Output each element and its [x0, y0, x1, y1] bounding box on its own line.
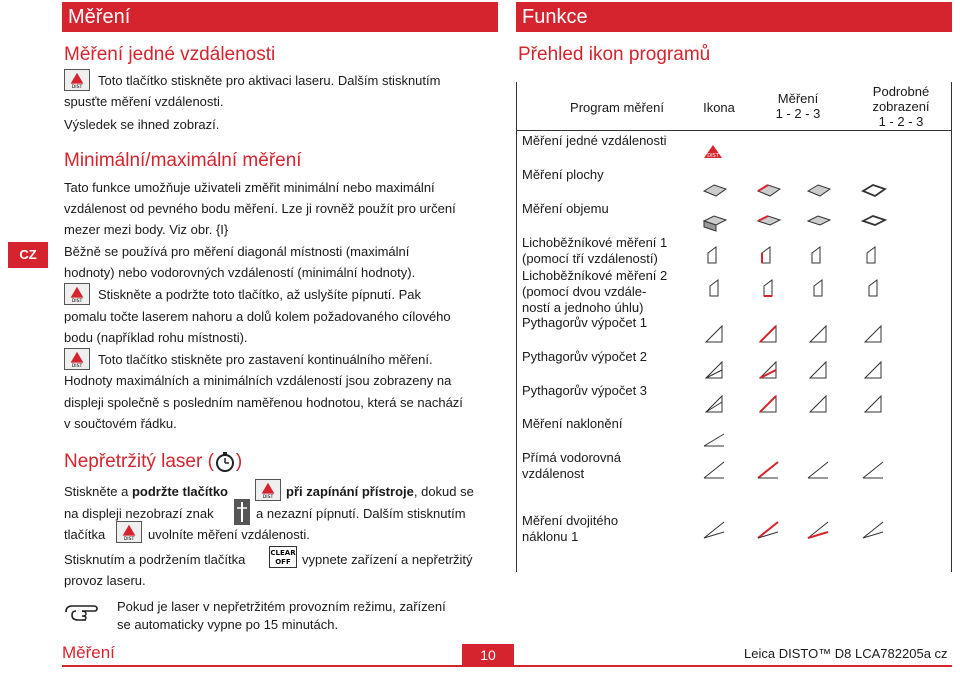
minmax-p1-l1: Tato funkce umožňuje uživateli změřit minimální nebo maximální [64, 180, 435, 195]
page-number: 10 [462, 644, 514, 666]
area-icon [806, 181, 832, 206]
single-line2: spusťte měření vzdálenosti. [64, 94, 224, 109]
section-title-single: Měření jedné vzdálenosti [64, 44, 276, 65]
pythagoras-icon [756, 360, 782, 385]
minmax-p3-l2: pomalu točte laserem nahoru a dolů kolem požadovaného cílového [64, 309, 451, 324]
svg-text:DIST: DIST [71, 364, 83, 369]
left-header-title: Měření [68, 6, 131, 28]
single-line3: Výsledek se ihned zobrazí. [64, 117, 220, 132]
c-l2-b: a nezazní pípnutí. Dalším stisknutím [256, 506, 466, 521]
c-l4-b: vypnete zařízení a nepřetržitý [302, 552, 473, 567]
note-line1: Pokud je laser v nepřetržitém provozním režimu, zařízení [117, 599, 446, 614]
trapezoid-angle-icon [756, 278, 782, 303]
tilt-icon [702, 428, 728, 453]
c-l1-b: podržte tlačítko [131, 484, 229, 499]
svg-text:DIST: DIST [262, 495, 274, 500]
table-row-label: Měření dvojitého náklonu 1 [522, 513, 619, 544]
horizontal-distance-icon [702, 460, 728, 485]
pointing-hand-icon [64, 598, 100, 629]
svg-text:DIST: DIST [71, 299, 83, 304]
horizontal-distance-icon [756, 460, 782, 485]
single-line1: Toto tlačítko stiskněte pro aktivaci laseru. Dalším stisknutím [98, 73, 441, 88]
minmax-p5-l1: Hodnoty maximálních a minimálních vzdáleností jsou zobrazeny na [64, 373, 452, 388]
table-row-label: Pythagorův výpočet 1 [522, 315, 648, 330]
c-l3-b: uvolníte měření vzdálenosti. [148, 527, 310, 542]
area-icon [756, 181, 782, 206]
dist-button-icon [64, 283, 90, 305]
note-line2: se automaticky vypne po 15 minutách. [117, 617, 339, 632]
horizontal-distance-icon [806, 460, 832, 485]
pythagoras-icon [756, 394, 782, 419]
right-header-title: Funkce [522, 6, 588, 28]
double-tilt-icon [702, 520, 728, 545]
minmax-p3-l3: bodu (například rohu místnosti). [64, 330, 248, 345]
c-l3-a: tlačítka [64, 527, 106, 542]
double-tilt-icon [861, 520, 887, 545]
c-l1-a: Stiskněte a [64, 484, 132, 499]
pythagoras-icon [756, 324, 782, 349]
c-l1-d: , dokud se [413, 484, 474, 499]
table-row-label: Měření naklonění [522, 416, 623, 431]
pythagoras-icon [861, 360, 887, 385]
table-row-label: Měření objemu [522, 201, 609, 216]
pythagoras-icon [702, 360, 728, 385]
pythagoras-icon [861, 394, 887, 419]
footer-left: Měření [62, 643, 115, 662]
double-tilt-icon [756, 520, 782, 545]
double-tilt-icon [806, 520, 832, 545]
dist-button-icon [64, 348, 90, 370]
minmax-p1-l3: mezer mezi body. Viz obr. {I} [64, 222, 229, 237]
minmax-p5-l3: v součtovém řádku. [64, 416, 177, 431]
svg-text:CLEAR: CLEAR [270, 549, 296, 557]
header-icon: Ikona [703, 100, 735, 115]
continuous-title-post: ) [235, 451, 243, 473]
volume-icon [806, 213, 832, 238]
table-row-label: Pythagorův výpočet 3 [522, 383, 648, 398]
trapezoid-icon [861, 245, 887, 270]
volume-icon [861, 213, 887, 238]
footer-right: Leica DISTO™ D8 LCA782205a cz [744, 646, 948, 661]
trapezoid-icon [806, 245, 832, 270]
icon-table [516, 82, 952, 572]
dist-button-icon [255, 479, 281, 501]
table-row-label: Lichoběžníkové měření 1 (pomocí tří vzdáleností) [522, 235, 668, 266]
trapezoid-angle-icon [702, 278, 728, 303]
clear-off-button-icon [269, 546, 297, 573]
minmax-p5-l2: displeji společně s posledním naměřenou hodnotou, která se nachází [64, 395, 463, 410]
language-tag: CZ [8, 242, 48, 268]
pythagoras-icon [806, 394, 832, 419]
continuous-title-pre: Nepřetržitý laser ( [64, 451, 214, 473]
c-l4-a: Stisknutím a podržením tlačítka [64, 552, 246, 567]
minmax-p4-l1: Toto tlačítko stiskněte pro zastavení kontinuálního měření. [98, 352, 433, 367]
minmax-p2-l2: hodnoty) nebo vodorovných vzdáleností (minimální hodnoty). [64, 265, 416, 280]
svg-text:DIST: DIST [71, 85, 83, 90]
continuous-line1 [64, 481, 228, 503]
area-icon [861, 181, 887, 206]
header-detail: Podrobné zobrazení 1 - 2 - 3 [872, 84, 930, 129]
pythagoras-icon [702, 394, 728, 419]
pythagoras-icon [702, 324, 728, 349]
trapezoid-icon [756, 245, 782, 270]
dist-icon [702, 144, 724, 167]
area-icon [702, 181, 728, 206]
minmax-p2-l1: Běžně se používá pro měření diagonál místnosti (maximální [64, 244, 410, 259]
trapezoid-angle-icon [861, 278, 887, 303]
table-row-label: Přímá vodorovná vzdálenost [522, 450, 621, 481]
pythagoras-icon [861, 324, 887, 349]
volume-icon [756, 213, 782, 238]
minmax-p1-l2: vzdálenost od pevného bodu měření. Lze ji rovněž použít pro určení [64, 201, 456, 216]
section-title-continuous [64, 451, 242, 473]
section-title-minmax: Minimální/maximální měření [64, 150, 302, 171]
pythagoras-icon [806, 324, 832, 349]
table-row-label: Lichoběžníkové měření 2 (pomocí dvou vzdále- ností a jednoho úhlu) [522, 268, 668, 315]
table-row-label: Pythagorův výpočet 2 [522, 349, 648, 364]
c-l2-a: na displeji nezobrazí znak [64, 506, 214, 521]
header-program: Program měření [570, 100, 664, 115]
right-subtitle: Přehled ikon programů [518, 44, 711, 65]
c-l5: provoz laseru. [64, 573, 146, 588]
svg-text:DIST: DIST [707, 153, 719, 159]
svg-text:OFF: OFF [275, 558, 291, 566]
dist-button-icon [64, 69, 90, 91]
svg-text:DIST: DIST [123, 537, 135, 542]
timer-icon [214, 451, 236, 473]
trapezoid-icon [702, 245, 728, 270]
dist-button-icon [116, 521, 142, 543]
table-row-label: Měření plochy [522, 167, 604, 182]
trapezoid-angle-icon [806, 278, 832, 303]
table-row-label: Měření jedné vzdálenosti [522, 133, 667, 148]
c-l1-c: při zapínání přístroje [286, 484, 414, 499]
minmax-p3-l1: Stiskněte a podržte toto tlačítko, až uslyšíte pípnutí. Pak [98, 287, 422, 302]
right-header [516, 2, 952, 32]
continuous-line1-b [286, 481, 474, 503]
pythagoras-icon [806, 360, 832, 385]
left-header [62, 2, 498, 32]
horizontal-distance-icon [861, 460, 887, 485]
header-measure: Měření 1 - 2 - 3 [775, 91, 821, 121]
